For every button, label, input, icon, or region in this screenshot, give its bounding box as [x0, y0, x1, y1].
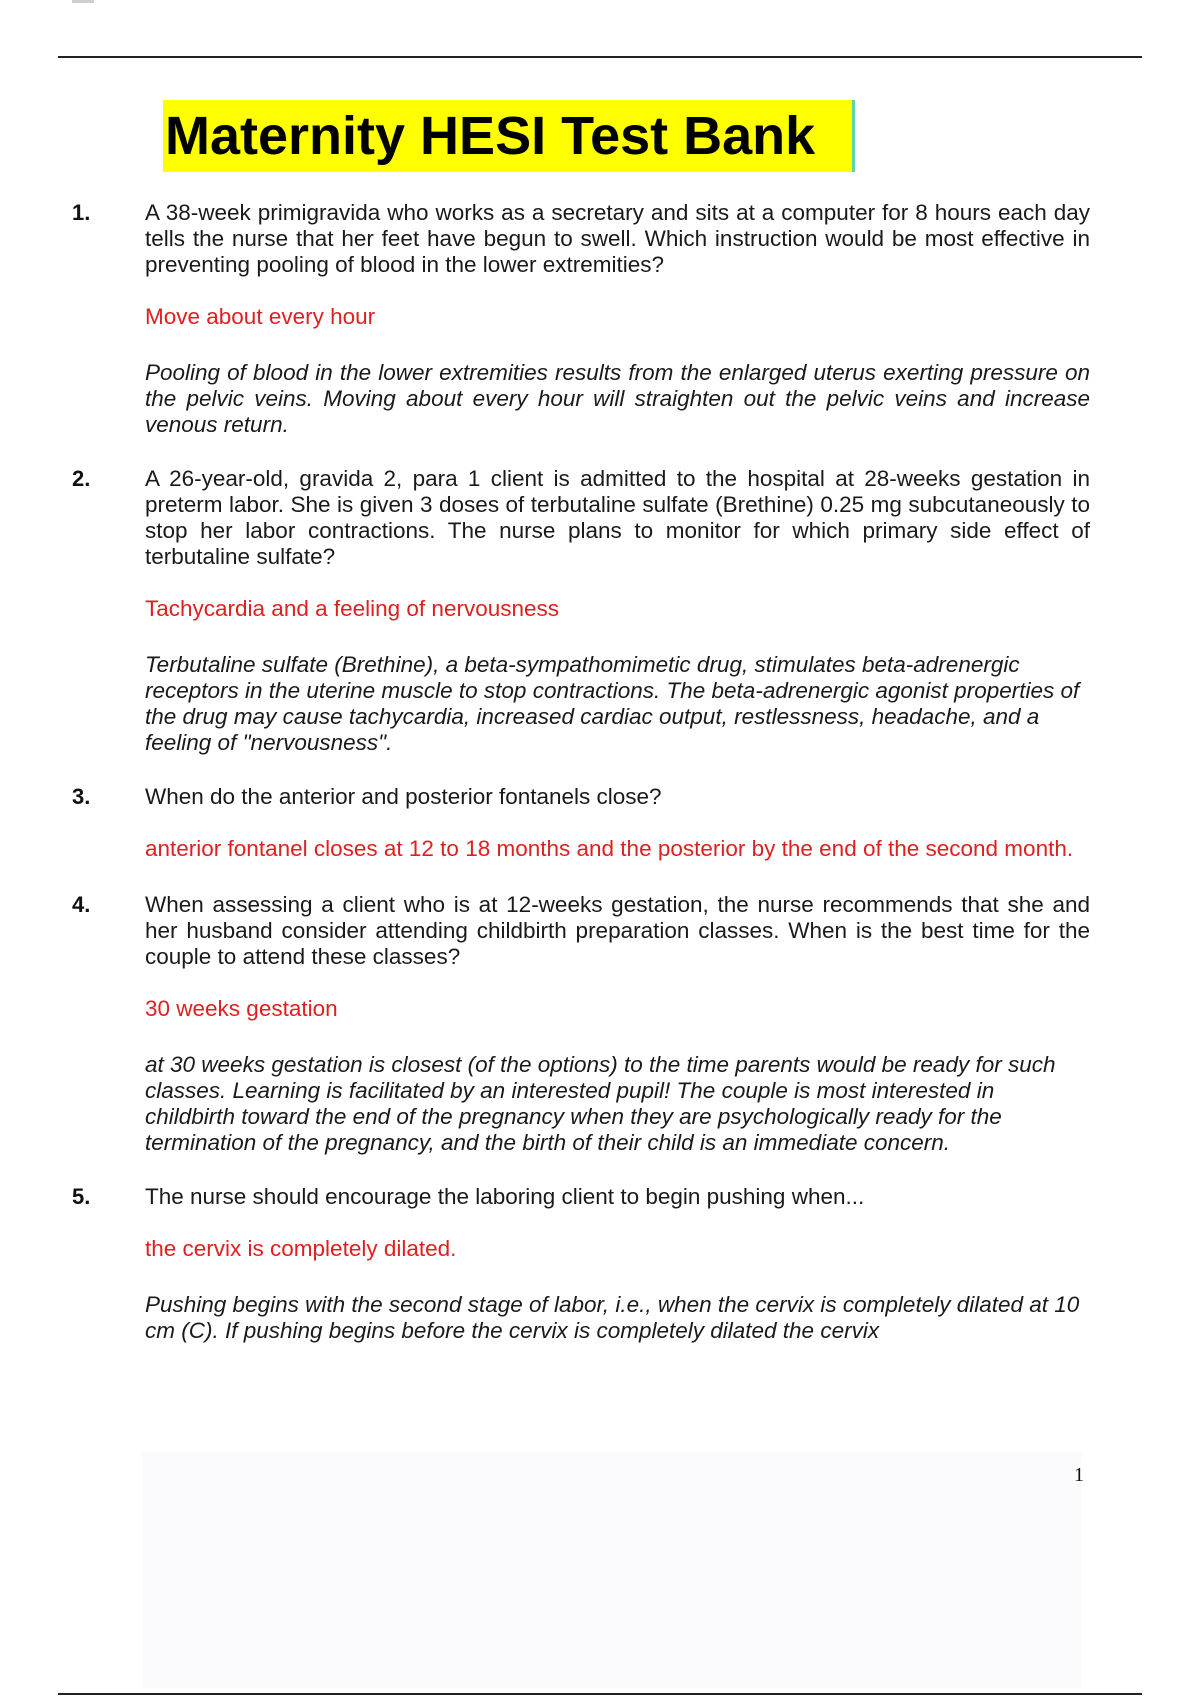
answer-text: Tachycardia and a feeling of nervousness: [145, 596, 560, 621]
question-text: When do the anterior and posterior fontanels close?: [145, 784, 662, 809]
rationale-text: Terbutaline sulfate (Brethine), a beta-sympathomimetic drug, stimulates beta-adrenergic receptors in the uterine muscle to stop contractions. The beta-adrenergic agonist properties of the drug may cause tachycardia, increased cardiac output, restlessness, headache, and a feeling of "nervousness".: [145, 652, 1080, 755]
question-number: 1.: [72, 200, 91, 225]
answer-text: 30 weeks gestation: [145, 996, 338, 1021]
question-item-5: [0, 1184, 1200, 1344]
rationale-text: Pooling of blood in the lower extremities results from the enlarged uterus exerting pressure on the pelvic veins. Moving about every hour will straighten out the pelvic veins and increase venous return.: [145, 360, 1090, 437]
question-text: A 26-year-old, gravida 2, para 1 client is admitted to the hospital at 28-weeks gestation in preterm labor. She is given 3 doses of terbutaline sulfate (Brethine) 0.25 mg subcutaneously to stop her labor contractions. The nurse plans to monitor for which primary side effect of terbutaline sulfate?: [145, 466, 1090, 569]
page-shading: [142, 1452, 1082, 1688]
question-item-3: [0, 784, 1200, 862]
bottom-rule: [58, 1693, 1142, 1695]
answer-text: the cervix is completely dilated.: [145, 1236, 457, 1261]
rationale-text: at 30 weeks gestation is closest (of the options) to the time parents would be ready for such classes. Learning is facilitated by an interested pupil! The couple is most interested in childbirth toward the end of the pregnancy when they are psychologically ready for the termination of the pregnancy, and the birth of their child is an immediate concern.: [145, 1052, 1056, 1155]
question-text: The nurse should encourage the laboring client to begin pushing when...: [145, 1184, 865, 1209]
question-list: [0, 200, 1200, 1360]
corner-mark: [72, 0, 94, 3]
answer-text: Move about every hour: [145, 304, 376, 329]
rationale-text: Pushing begins with the second stage of labor, i.e., when the cervix is completely dilated at 10 cm (C). If pushing begins before the cervix is completely dilated the cervix: [145, 1292, 1080, 1343]
question-item-4: [0, 892, 1200, 1156]
question-item-1: [0, 200, 1200, 438]
question-number: 3.: [72, 784, 91, 809]
question-item-2: [0, 466, 1200, 756]
page-title: Maternity HESI Test Bank: [163, 100, 855, 172]
question-number: 2.: [72, 466, 91, 491]
question-text: When assessing a client who is at 12-weeks gestation, the nurse recommends that she and her husband consider attending childbirth preparation classes. When is the best time for the couple to attend these classes?: [145, 892, 1090, 969]
question-text: A 38-week primigravida who works as a secretary and sits at a computer for 8 hours each day tells the nurse that her feet have begun to swell. Which instruction would be most effective in preventing pooling of blood in the lower extremities?: [145, 200, 1090, 277]
top-rule: [58, 56, 1142, 58]
answer-text: anterior fontanel closes at 12 to 18 months and the posterior by the end of the second month.: [145, 836, 1074, 861]
page-number: 1: [1074, 1464, 1084, 1486]
question-number: 4.: [72, 892, 91, 917]
question-number: 5.: [72, 1184, 91, 1209]
